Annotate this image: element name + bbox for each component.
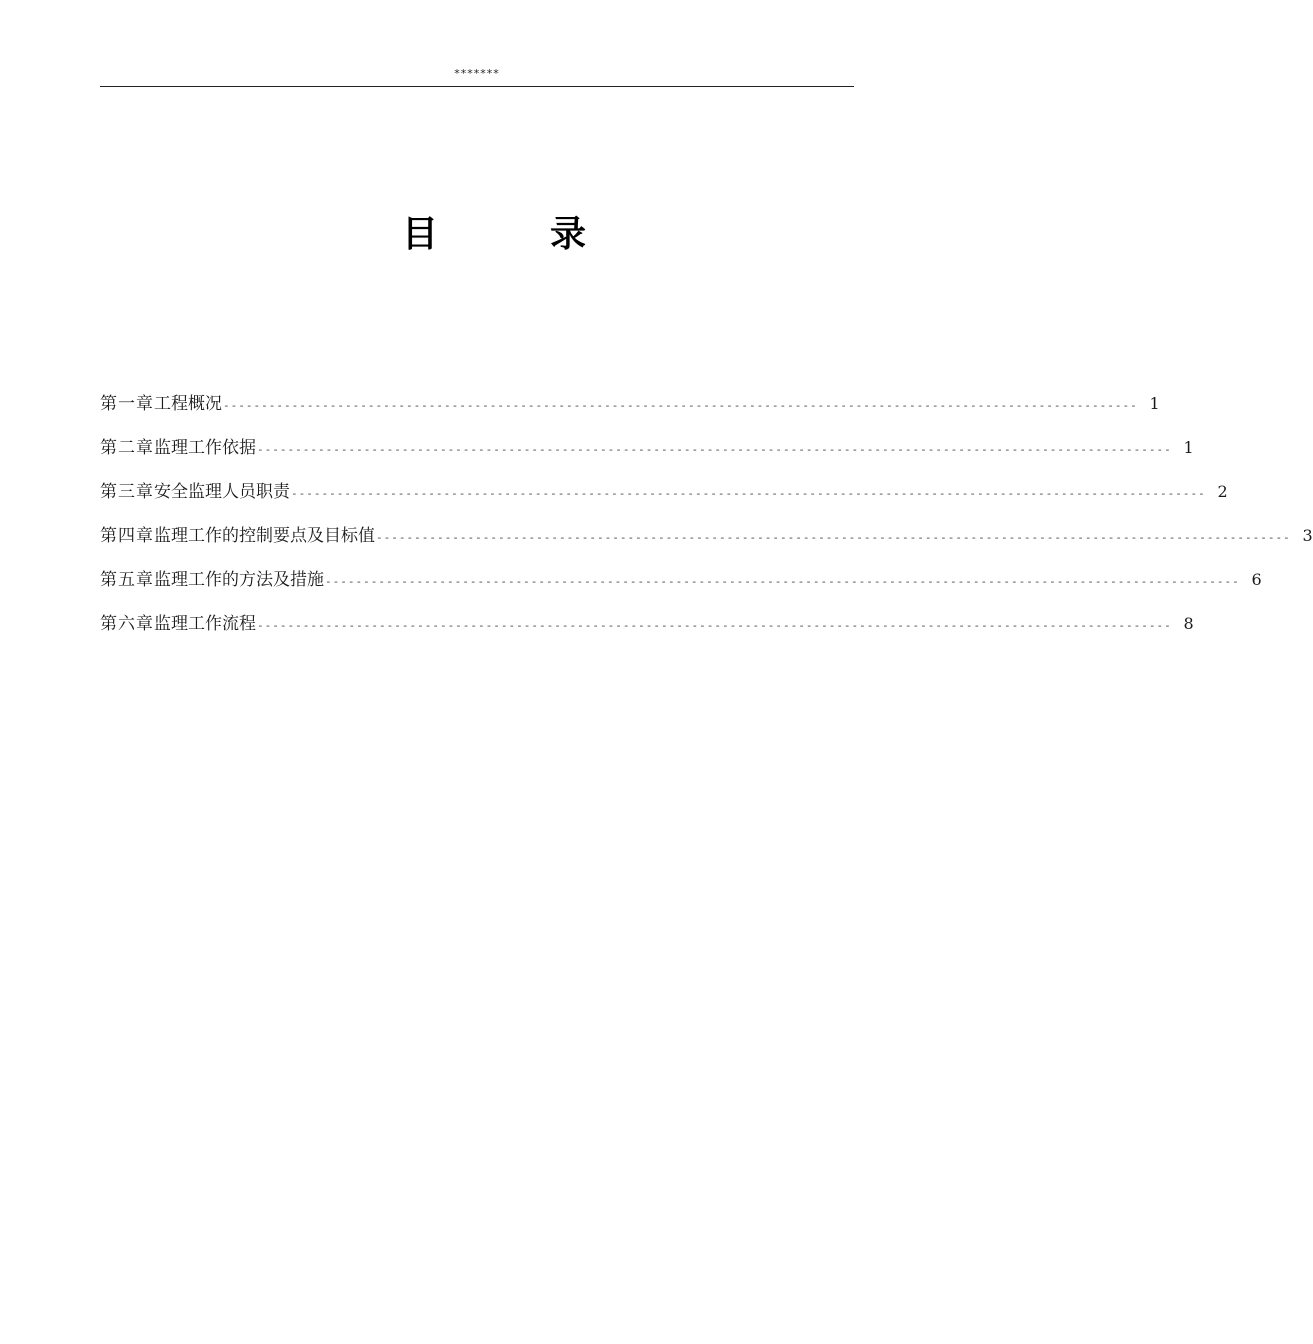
toc-dot-leader: ------------------------------------------------------------------------------------------------------------------------ xyxy=(291,487,1206,500)
toc-heading: 监理工作的方法及措施 xyxy=(154,570,324,590)
toc-page-number: 8 xyxy=(1183,614,1194,633)
toc-entry[interactable] xyxy=(100,390,1160,434)
toc-chapter-number: 第一章 xyxy=(100,394,154,414)
toc-entry[interactable] xyxy=(100,522,1313,566)
toc-entry[interactable] xyxy=(100,610,1194,654)
toc-entry[interactable] xyxy=(100,566,1262,610)
toc-dot-leader: ------------------------------------------------------------------------------------------------------------------------ xyxy=(257,443,1172,456)
page-header xyxy=(100,64,854,87)
toc-chapter-number: 第五章 xyxy=(100,570,154,590)
toc-heading: 安全监理人员职责 xyxy=(154,482,290,502)
toc-dot-leader: ------------------------------------------------------------------------------------------------------------------------ xyxy=(325,575,1240,588)
toc-dot-leader: ------------------------------------------------------------------------------------------------------------------------ xyxy=(257,619,1172,632)
page-header-text: ******* xyxy=(454,67,500,80)
toc-entry[interactable] xyxy=(100,478,1228,522)
toc-chapter-number: 第四章 xyxy=(100,526,154,546)
toc-heading: 工程概况 xyxy=(154,394,222,414)
toc-dot-leader: ------------------------------------------------------------------------------------------------------------------------ xyxy=(223,399,1138,412)
toc-page-number: 1 xyxy=(1149,394,1160,413)
toc-page-number: 1 xyxy=(1183,438,1194,457)
toc-page-number: 2 xyxy=(1217,482,1228,501)
toc-page-number: 6 xyxy=(1251,570,1262,589)
toc-chapter-number: 第六章 xyxy=(100,614,154,634)
toc-heading: 监理工作依据 xyxy=(154,438,256,458)
toc-title: 目 录 xyxy=(401,214,624,255)
table-of-contents xyxy=(100,390,1313,654)
toc-heading: 监理工作的控制要点及目标值 xyxy=(154,526,375,546)
toc-entry[interactable] xyxy=(100,434,1194,478)
toc-page-number: 3 xyxy=(1302,526,1313,545)
toc-heading: 监理工作流程 xyxy=(154,614,256,634)
toc-dot-leader: ------------------------------------------------------------------------------------------------------------------------ xyxy=(376,531,1291,544)
toc-chapter-number: 第二章 xyxy=(100,438,154,458)
toc-chapter-number: 第三章 xyxy=(100,482,154,502)
